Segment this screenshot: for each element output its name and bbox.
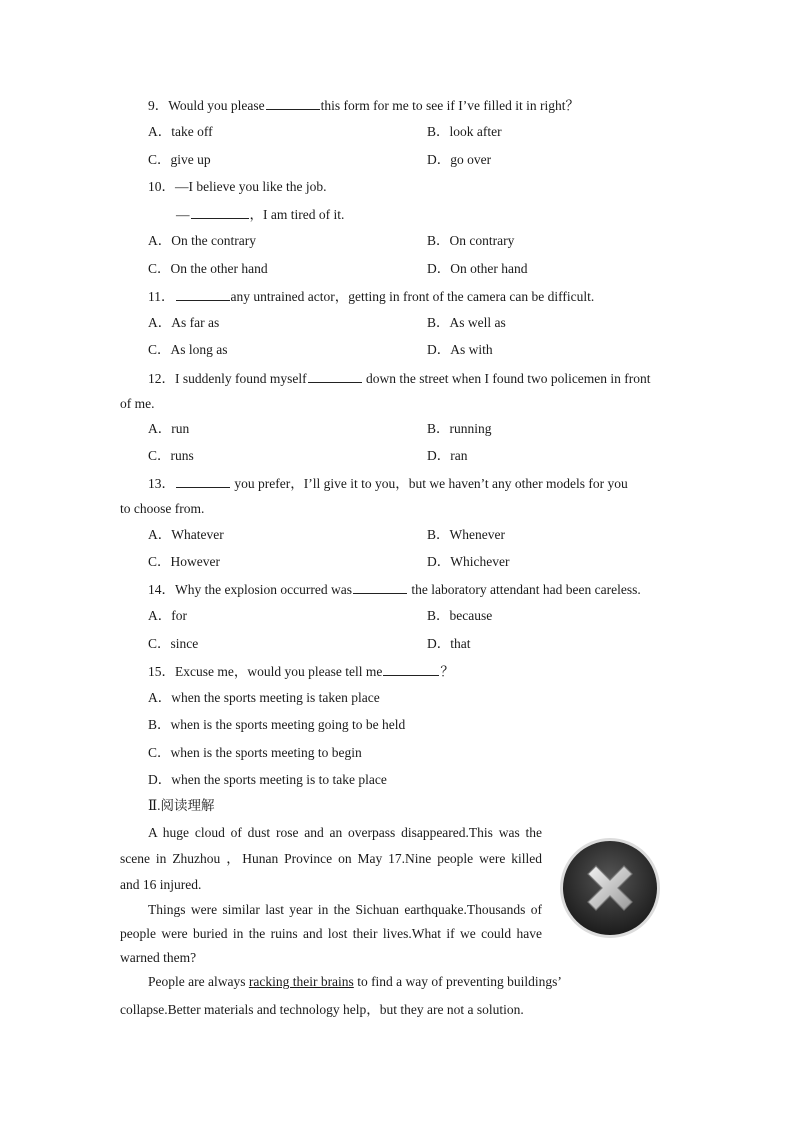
question-text: 12．I suddenly found myself bbox=[148, 371, 307, 386]
option-b: B．when is the sports meeting going to be held bbox=[148, 717, 406, 732]
option-b: B．Whenever bbox=[427, 527, 505, 542]
question-10-reply bbox=[176, 206, 344, 223]
passage-line bbox=[148, 974, 562, 990]
passage-line: and 16 injured. bbox=[120, 877, 202, 892]
question-14 bbox=[148, 581, 641, 598]
broken-image-x-icon bbox=[558, 836, 662, 940]
question-text: 15．Excuse me，would you please tell me bbox=[148, 664, 383, 679]
option-c: C．when is the sports meeting to begin bbox=[148, 745, 362, 760]
question-12 bbox=[148, 370, 651, 387]
underlined-phrase: racking their brains bbox=[248, 974, 354, 989]
question-text: 13． bbox=[148, 476, 175, 491]
passage-line: collapse.Better materials and technology help，but they are not a solution. bbox=[120, 1002, 524, 1017]
question-text: any untrained actor，getting in front of the camera can be difficult. bbox=[230, 289, 595, 304]
passage-line: scene in Zhuzhou ，Hunan Province on May 17.Nine people were killed bbox=[120, 851, 542, 866]
passage-line: A huge cloud of dust rose and an overpass disappeared.This was the bbox=[148, 825, 542, 840]
option-d: D．On other hand bbox=[427, 261, 528, 276]
option-b: B．As well as bbox=[427, 315, 506, 330]
question-text: down the street when I found two policemen in front bbox=[362, 371, 651, 386]
answer-blank bbox=[191, 206, 249, 219]
option-c: C．On the other hand bbox=[148, 261, 268, 276]
option-b: B．look after bbox=[427, 124, 502, 139]
option-d: D．ran bbox=[427, 448, 468, 463]
question-text: 11． bbox=[148, 289, 175, 304]
passage-text: People are always bbox=[148, 974, 249, 989]
answer-blank bbox=[308, 370, 362, 383]
option-a: A．As far as bbox=[148, 315, 220, 330]
question-text: you prefer，I’ll give it to you，but we haven’t any other models for you bbox=[231, 476, 628, 491]
question-15 bbox=[148, 663, 454, 680]
option-a: A．run bbox=[148, 421, 190, 436]
option-d: D．that bbox=[427, 636, 471, 651]
answer-blank bbox=[176, 288, 230, 301]
passage-line: people were buried in the ruins and lost their lives.What if we could have bbox=[120, 926, 542, 941]
option-a: A．for bbox=[148, 608, 187, 623]
answer-blank bbox=[383, 663, 439, 676]
question-13-continued: to choose from. bbox=[120, 501, 205, 516]
option-c: C．However bbox=[148, 554, 220, 569]
option-d: D．As with bbox=[427, 342, 493, 357]
option-c: C．runs bbox=[148, 448, 194, 463]
option-c: C．since bbox=[148, 636, 199, 651]
passage-line: Things were similar last year in the Sichuan earthquake.Thousands of bbox=[148, 902, 542, 917]
section-title: Ⅱ.阅读理解 bbox=[148, 798, 215, 813]
question-text: — bbox=[176, 207, 190, 222]
answer-blank bbox=[266, 97, 320, 110]
question-text: 14．Why the explosion occurred was bbox=[148, 582, 352, 597]
passage-line: warned them? bbox=[120, 950, 197, 965]
option-d: D．go over bbox=[427, 152, 492, 167]
option-a: A．take off bbox=[148, 124, 213, 139]
question-text: the laboratory attendant had been careless. bbox=[407, 582, 641, 597]
question-text: ？ bbox=[440, 664, 454, 679]
option-b: B．On contrary bbox=[427, 233, 515, 248]
answer-blank bbox=[176, 475, 230, 488]
question-11 bbox=[148, 288, 594, 305]
question-text: 9．Would you please bbox=[148, 98, 265, 113]
question-text: this form for me to see if I’ve filled it in right？ bbox=[320, 98, 579, 113]
question-text: ，I am tired of it. bbox=[249, 207, 345, 222]
question-13 bbox=[148, 475, 628, 492]
option-b: B．because bbox=[427, 608, 493, 623]
question-10: 10．—I believe you like the job. bbox=[148, 179, 327, 194]
answer-blank bbox=[353, 581, 407, 594]
option-a: A．On the contrary bbox=[148, 233, 256, 248]
question-12-continued: of me. bbox=[120, 396, 155, 411]
option-a: A．when the sports meeting is taken place bbox=[148, 690, 380, 705]
option-c: C．As long as bbox=[148, 342, 228, 357]
question-9 bbox=[148, 97, 579, 114]
passage-text: to find a way of preventing buildings’ bbox=[353, 974, 562, 989]
option-d: D．Whichever bbox=[427, 554, 510, 569]
option-a: A．Whatever bbox=[148, 527, 224, 542]
option-c: C．give up bbox=[148, 152, 211, 167]
option-d: D．when the sports meeting is to take place bbox=[148, 772, 387, 787]
option-b: B．running bbox=[427, 421, 492, 436]
